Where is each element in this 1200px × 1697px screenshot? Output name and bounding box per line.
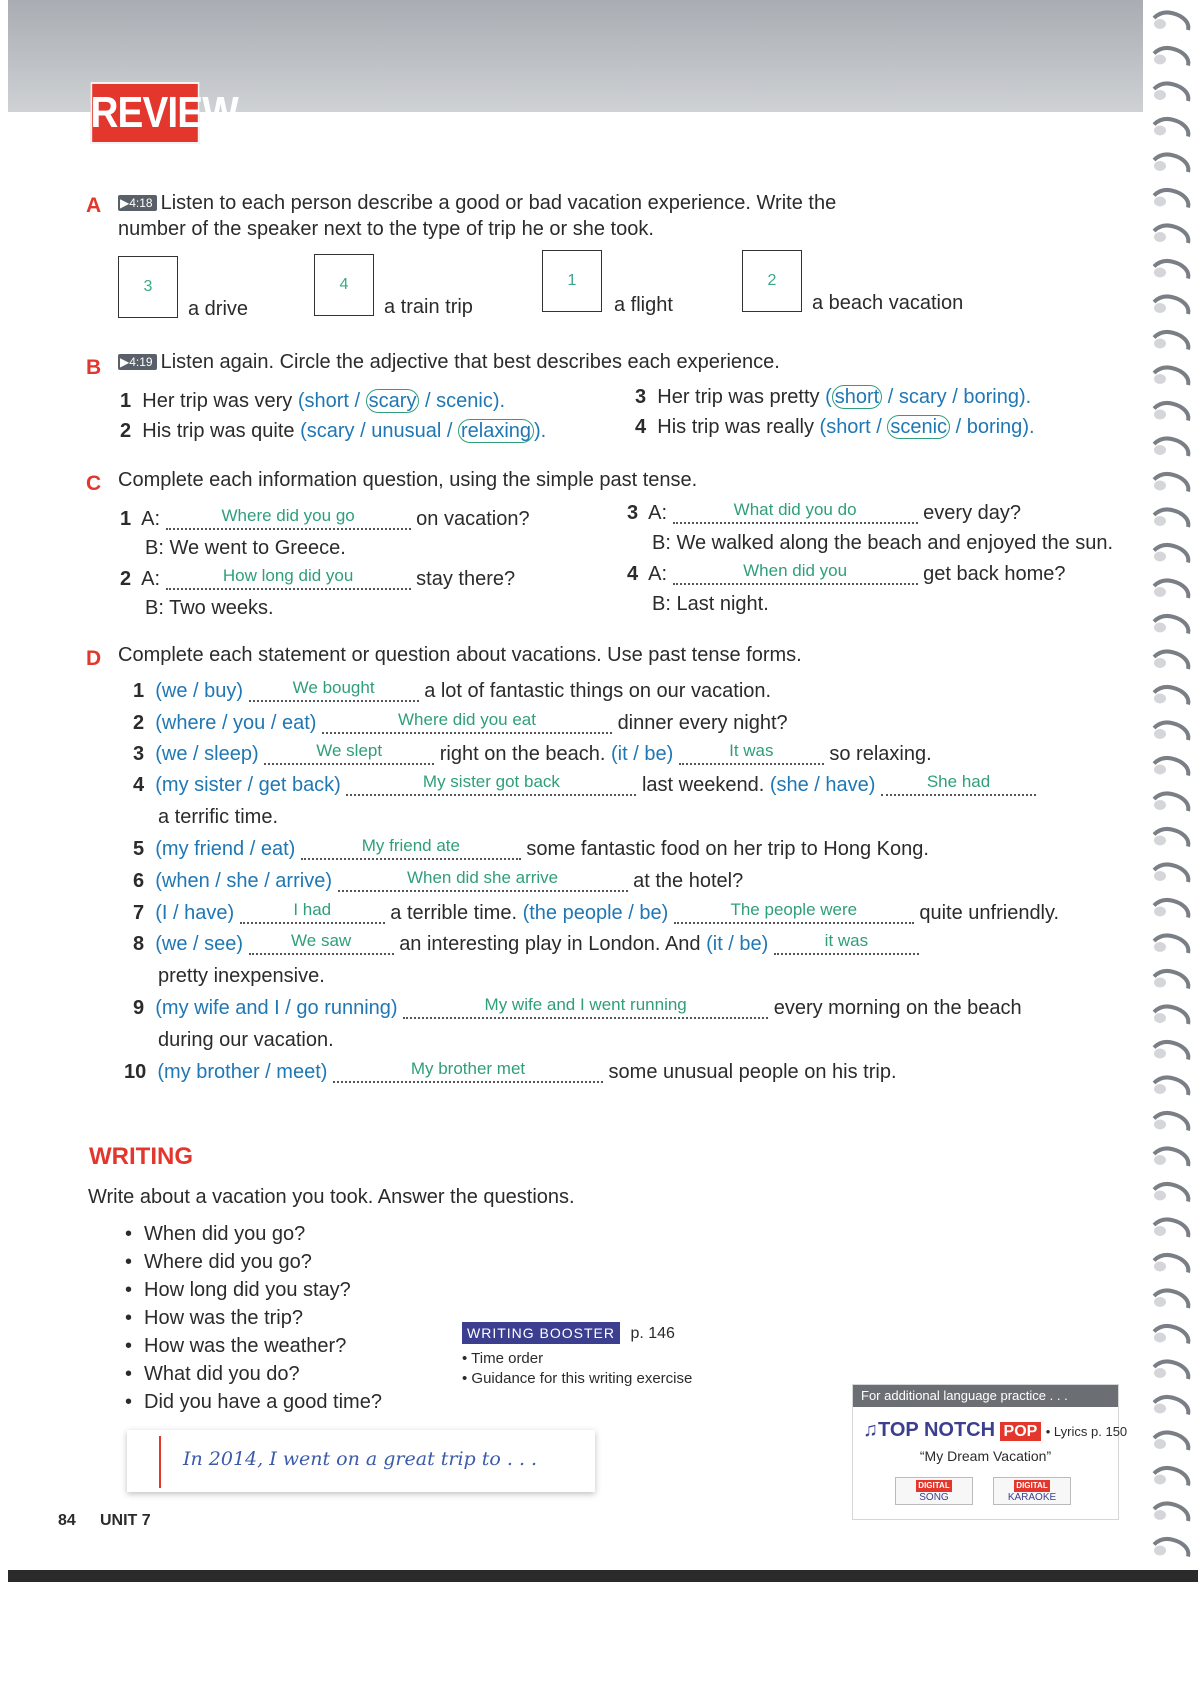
sentence-rest: a terrible time. [390, 902, 518, 924]
c-item-3-reply [652, 532, 1113, 555]
section-a-letter: A [86, 194, 102, 217]
spiral-hole [1154, 481, 1166, 491]
speaker-b: B: [145, 597, 164, 619]
reply-text: Last night. [676, 593, 769, 615]
section-a-instruction [118, 190, 878, 242]
note-margin-line [159, 1436, 161, 1488]
spiral-hole [1154, 374, 1166, 384]
c-item-1-reply [145, 537, 346, 560]
option[interactable]: scenic [436, 390, 493, 412]
item-number: 3 [133, 743, 145, 765]
speaker-a: A: [141, 508, 161, 530]
d-item-9-continued: during our vacation. [158, 1029, 334, 1051]
question-item: • How was the trip? [125, 1307, 382, 1335]
cue: (my friend / eat) [155, 838, 296, 860]
spiral-hole [1154, 587, 1166, 597]
bottom-edge [8, 1570, 1198, 1582]
cue: (I / have) [155, 902, 235, 924]
answer-field-2[interactable] [674, 902, 914, 924]
spiral-hole [1154, 232, 1166, 242]
item-text: Her trip was pretty [657, 386, 826, 408]
review-tab: REVIEW [90, 82, 199, 144]
spiral-hole [1154, 445, 1166, 455]
button-badge: DIGITAL [916, 1480, 952, 1492]
adjective-options: ( short / scary / boring). [825, 386, 1032, 408]
spiral-hole [1154, 942, 1166, 952]
c-item-1-question [120, 508, 530, 531]
spiral-hole [1154, 907, 1166, 917]
item-number: 1 [133, 680, 145, 702]
label-drive: a drive [188, 298, 249, 320]
answer-field[interactable] [301, 838, 521, 860]
answer-field[interactable] [673, 563, 918, 585]
audio-track-b[interactable]: ▶4:19 [118, 354, 157, 370]
starter-text: In 2014, I went on a great trip to . . . [183, 1448, 538, 1470]
speaker-a: A: [648, 563, 668, 585]
d-item-5 [133, 838, 929, 861]
spiral-hole [1154, 1439, 1166, 1449]
speaker-b: B: [145, 537, 164, 559]
answer-field[interactable] [346, 774, 636, 796]
writing-instruction: Write about a vacation you took. Answer the questions. [88, 1186, 575, 1208]
unit-label: UNIT 7 [100, 1512, 151, 1529]
digital-karaoke-button[interactable] [993, 1477, 1071, 1505]
question-item: • Where did you go? [125, 1251, 382, 1279]
item-number: 2 [120, 568, 132, 590]
question-item: • When did you go? [125, 1223, 382, 1251]
item-text: Her trip was very [142, 390, 298, 412]
answer-field-2[interactable] [679, 743, 824, 765]
spiral-hole [1154, 729, 1166, 739]
d-item-10 [124, 1061, 897, 1084]
section-d-instruction: Complete each statement or question about vacations. Use past tense forms. [118, 644, 802, 666]
d-item-2 [133, 712, 788, 735]
answer-text: I had [293, 900, 332, 919]
label-beach: a beach vacation [812, 292, 964, 314]
answer-text: My sister got back [422, 772, 560, 791]
reply-text: Two weeks. [169, 597, 274, 619]
c-item-2-question [120, 568, 515, 591]
adjective-options: (short / scary / scenic). [297, 390, 506, 412]
question-item: • Did you have a good time? [125, 1391, 382, 1419]
answer-field[interactable] [322, 712, 612, 734]
item-number: 2 [133, 712, 145, 734]
cue-2: (it / be) [706, 933, 769, 955]
option[interactable]: scary [306, 420, 355, 442]
option[interactable]: short [826, 416, 871, 438]
answer-text: My wife and I went running [484, 995, 687, 1014]
spiral-hole [1154, 1191, 1166, 1201]
d-item-7 [133, 902, 1059, 925]
option[interactable]: scary [898, 386, 947, 408]
spiral-hole [1154, 1510, 1166, 1520]
c-item-4-question [627, 563, 1066, 586]
item-number: 3 [627, 502, 639, 524]
answer-text: We saw [291, 931, 352, 950]
writing-questions [125, 1223, 382, 1419]
answer-field[interactable] [673, 502, 918, 524]
answer-box-drive[interactable]: 3 [118, 256, 178, 318]
spiral-hole [1154, 978, 1166, 988]
instruction-text: Listen again. Circle the adjective that best describes each experience. [160, 351, 780, 373]
speaker-b: B: [652, 532, 671, 554]
answer-text: it was [824, 931, 869, 950]
instruction-line-1: Listen to each person describe a good or bad vacation experience. Write the [160, 192, 837, 214]
answer-text: My friend ate [361, 836, 460, 855]
item-number: 1 [120, 508, 132, 530]
b-item [120, 420, 546, 443]
d-item-8 [133, 933, 919, 956]
sentence-rest: at the hotel? [633, 870, 744, 892]
spiral-hole [1154, 1120, 1166, 1130]
cue: (we / sleep) [155, 743, 259, 765]
reply-text: We went to Greece. [169, 537, 346, 559]
track-number: 4:19 [129, 355, 153, 369]
spiral-hole [1154, 1262, 1166, 1272]
answer-field[interactable] [333, 1061, 603, 1083]
d-item-3 [133, 743, 932, 766]
answer-text: What did you do [733, 500, 857, 519]
option[interactable]: boring [966, 416, 1023, 438]
sentence-rest: some unusual people on his trip. [608, 1061, 897, 1083]
section-c-instruction: Complete each information question, using the simple past tense. [118, 469, 698, 491]
sentence-rest-2: so relaxing. [829, 743, 932, 765]
spiral-hole [1154, 836, 1166, 846]
digital-song-button[interactable] [895, 1477, 973, 1505]
cue: (my brother / meet) [157, 1061, 328, 1083]
spiral-hole [1154, 1404, 1166, 1414]
spiral-hole [1154, 1084, 1166, 1094]
answer-text: It was [729, 741, 774, 760]
item-number: 3 [635, 386, 647, 408]
option[interactable]: short [304, 390, 349, 412]
d-item-8-continued: pretty inexpensive. [158, 965, 325, 987]
spiral-hole [1154, 19, 1166, 29]
spiral-binding [1140, 0, 1200, 1697]
answer-field[interactable] [240, 902, 385, 924]
d-item-6 [133, 870, 743, 893]
sentence-rest: every morning on the beach [773, 997, 1022, 1019]
section-b-instruction [118, 351, 780, 374]
adjective-options: (short / scenic / boring). [819, 416, 1035, 438]
extra-heading: For additional language practice . . . [853, 1385, 1118, 1407]
section-d-letter: D [86, 647, 102, 670]
spiral-hole [1154, 1475, 1166, 1485]
answer-field[interactable] [338, 870, 628, 892]
top-notch-pop[interactable] [863, 1419, 1128, 1442]
c-item-3-question [627, 502, 1021, 525]
spiral-hole [1154, 658, 1166, 668]
spiral-hole [1154, 1297, 1166, 1307]
answer-field[interactable] [264, 743, 434, 765]
circled-option[interactable]: relaxing [458, 419, 534, 443]
item-number: 9 [133, 997, 145, 1019]
circled-option[interactable]: short [832, 385, 882, 409]
spiral-hole [1154, 303, 1166, 313]
cue: (my sister / get back) [155, 774, 341, 796]
label-flight: a flight [614, 294, 673, 316]
speaker-a: A: [141, 568, 161, 590]
item-number: 1 [120, 390, 132, 412]
cue: (when / she / arrive) [155, 870, 332, 892]
c-item-2-reply [145, 597, 274, 620]
item-text: His trip was really [657, 416, 820, 438]
instruction-line-2: number of the speaker next to the type of trip he or she took. [118, 218, 654, 240]
reply-text: We walked along the beach and enjoyed the sun. [676, 532, 1114, 554]
item-number: 7 [133, 902, 145, 924]
item-text: His trip was quite [142, 420, 301, 442]
answer-text: She had [926, 772, 991, 791]
answer-field[interactable] [166, 568, 411, 590]
b-item [635, 386, 1031, 409]
spiral-hole [1154, 126, 1166, 136]
pop-badge: POP [1000, 1422, 1042, 1441]
spiral-hole [1154, 410, 1166, 420]
question-item: • How was the weather? [125, 1335, 382, 1363]
c-item-4-reply [652, 593, 769, 616]
cue: (my wife and I / go running) [155, 997, 398, 1019]
option[interactable]: boring [963, 386, 1019, 408]
sentence-rest-2: quite unfriendly. [919, 902, 1060, 924]
b-item [120, 390, 505, 413]
button-label: SONG [919, 1492, 949, 1503]
answer-text: When did she arrive [406, 868, 559, 887]
answer-text: We bought [292, 678, 375, 697]
item-number: 2 [120, 420, 132, 442]
answer-box-flight[interactable]: 1 [542, 250, 602, 312]
spiral-hole [1154, 339, 1166, 349]
spiral-hole [1154, 1333, 1166, 1343]
spiral-hole [1154, 1226, 1166, 1236]
track-number: 4:18 [129, 196, 153, 210]
spiral-hole [1154, 552, 1166, 562]
option[interactable]: unusual [371, 420, 442, 442]
spiral-hole [1154, 161, 1166, 171]
cue: (where / you / eat) [155, 712, 317, 734]
item-number: 4 [133, 774, 145, 796]
spiral-hole [1154, 90, 1166, 100]
circled-option[interactable]: scary [366, 389, 420, 413]
audio-track-a[interactable]: ▶4:18 [118, 195, 157, 211]
item-number: 8 [133, 933, 145, 955]
speaker-a: A: [648, 502, 668, 524]
label-train: a train trip [384, 296, 473, 318]
sentence-rest: last weekend. [641, 774, 765, 796]
writing-starter-note[interactable] [127, 1430, 595, 1492]
spiral-hole [1154, 268, 1166, 278]
cue-2: (it / be) [611, 743, 674, 765]
b-item [635, 416, 1035, 439]
circled-option[interactable]: scenic [887, 415, 950, 439]
d-item-4-continued: a terrific time. [158, 806, 279, 828]
booster-page: p. 146 [630, 1325, 675, 1342]
question-rest: every day? [923, 502, 1022, 524]
bullet-text: Guidance for this writing exercise [471, 1370, 693, 1387]
item-number: 6 [133, 870, 145, 892]
question-rest: get back home? [923, 563, 1066, 585]
item-number: 4 [627, 563, 639, 585]
answer-box-train[interactable]: 4 [314, 254, 374, 316]
button-badge: DIGITAL [1014, 1480, 1050, 1492]
answer-text: We slept [316, 741, 383, 760]
writing-booster[interactable] [462, 1322, 732, 1387]
question-item: • What did you do? [125, 1363, 382, 1391]
sentence-rest: some fantastic food on her trip to Hong Kong. [526, 838, 929, 860]
spiral-hole [1154, 1155, 1166, 1165]
sentence-rest: right on the beach. [439, 743, 606, 765]
spiral-hole [1154, 1546, 1166, 1556]
spiral-hole [1154, 55, 1166, 65]
answer-text: My brother met [410, 1059, 526, 1078]
answer-field-2[interactable] [881, 774, 1036, 796]
spiral-hole [1154, 197, 1166, 207]
spiral-hole [1154, 765, 1166, 775]
page-number: 84 [58, 1512, 76, 1529]
answer-text: Where did you eat [398, 710, 536, 729]
question-rest: stay there? [416, 568, 516, 590]
spiral-hole [1154, 1013, 1166, 1023]
button-label: KARAOKE [1007, 1492, 1057, 1503]
item-number: 10 [124, 1061, 147, 1083]
item-number: 4 [635, 416, 647, 438]
spiral-hole [1154, 1368, 1166, 1378]
sentence-rest: an interesting play in London. And [399, 933, 701, 955]
d-item-4 [133, 774, 1036, 797]
answer-text: The people were [730, 900, 858, 919]
question-rest: on vacation? [416, 508, 530, 530]
answer-field[interactable] [403, 997, 768, 1019]
spiral-hole [1154, 623, 1166, 633]
d-item-1 [133, 680, 771, 703]
question-item: • How long did you stay? [125, 1279, 382, 1307]
section-c-letter: C [86, 472, 102, 495]
answer-field-2[interactable] [774, 933, 919, 955]
speaker-b: B: [652, 593, 671, 615]
cue-2: (the people / be) [522, 902, 669, 924]
adjective-options: (scary / unusual / relaxing ). [300, 420, 547, 442]
answer-field[interactable] [249, 933, 394, 955]
answer-text: When did you [743, 561, 848, 580]
spiral-hole [1154, 694, 1166, 704]
bullet-text: Time order [471, 1350, 544, 1367]
booster-bullet: • Guidance for this writing exercise [462, 1370, 693, 1387]
sentence-rest: a lot of fantastic things on our vacation. [424, 680, 772, 702]
d-item-9 [133, 997, 1022, 1020]
booster-bullet: • Time order [462, 1350, 544, 1367]
spiral-hole [1154, 871, 1166, 881]
song-title: “My Dream Vacation” [919, 1448, 1052, 1464]
answer-text: How long did you [222, 566, 354, 585]
item-number: 5 [133, 838, 145, 860]
brand-name: TOP NOTCH [878, 1419, 996, 1441]
answer-field[interactable] [166, 508, 411, 530]
section-b-letter: B [86, 356, 102, 379]
cue: (we / see) [155, 933, 244, 955]
extra-practice-box [852, 1384, 1128, 1520]
cue-2: (she / have) [769, 774, 876, 796]
answer-box-beach[interactable]: 2 [742, 250, 802, 312]
cue: (we / buy) [155, 680, 244, 702]
writing-heading: WRITING [89, 1143, 193, 1170]
music-note-icon: ♫ [863, 1419, 878, 1441]
spiral-hole [1154, 1049, 1166, 1059]
answer-text: Where did you go [221, 506, 355, 525]
sentence-rest: dinner every night? [617, 712, 788, 734]
booster-tag: WRITING BOOSTER [462, 1322, 620, 1344]
lyrics-ref: • Lyrics p. 150 [1045, 1424, 1128, 1439]
spiral-hole [1154, 516, 1166, 526]
spiral-hole [1154, 800, 1166, 810]
answer-field[interactable] [249, 680, 419, 702]
